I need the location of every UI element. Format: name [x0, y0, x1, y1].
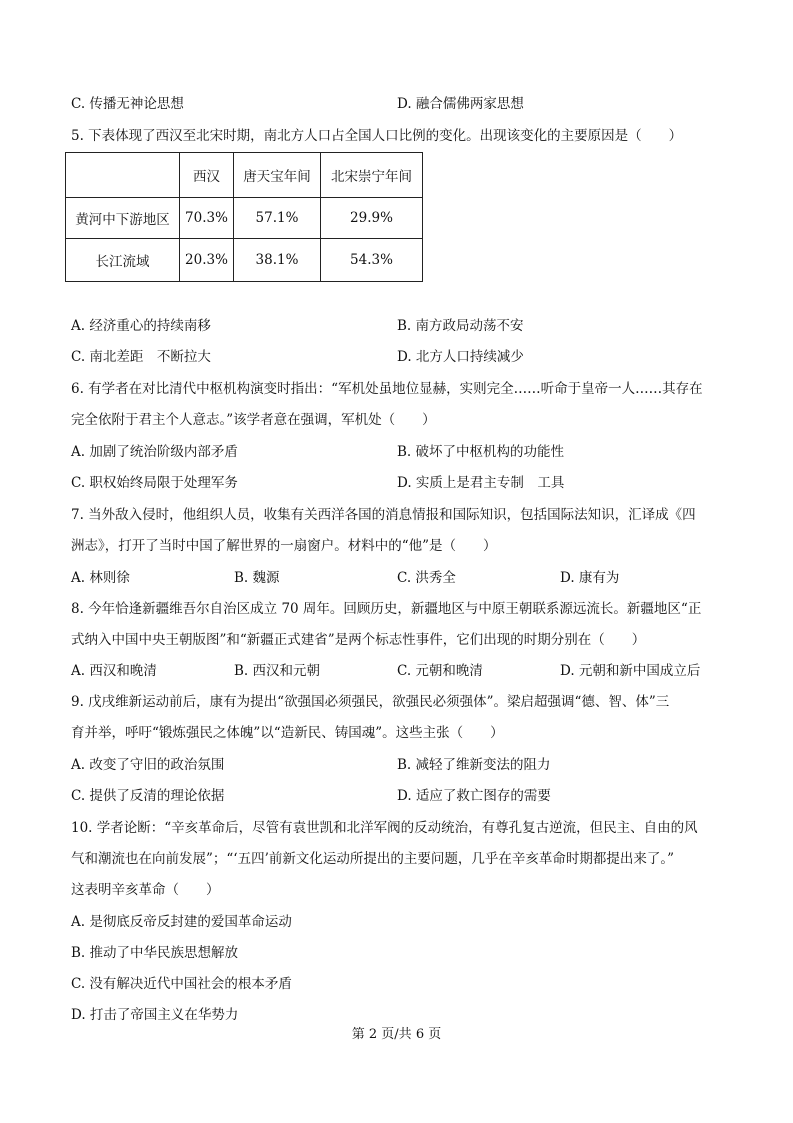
table-cell: 20.3% [180, 239, 234, 282]
q8-stem-line2: 式纳入中国中央王朝版图”和“新疆正式建省”是两个标志性事件，它们出现的时期分别在（ ） [71, 632, 646, 648]
table-header-cell: 北宋崇宁年间 [321, 153, 423, 198]
population-table [65, 152, 423, 282]
q9-stem-line1: 9. 戊戌维新运动前后，康有为提出“欲强国必须强民，欲强民必须强体”。梁启超强调“德、智、体”三 [71, 694, 670, 710]
q7-stem-line2: 洲志》，打开了当时中国了解世界的一扇窗户。材料中的“他”是（ ） [71, 538, 497, 554]
table-header-cell [66, 153, 180, 198]
q7-stem-line1: 7. 当外敌入侵时，他组织人员，收集有关西洋各国的消息情报和国际知识，包括国际法知识，汇译成《四 [71, 507, 696, 523]
table-cell: 黄河中下游地区 [66, 198, 180, 239]
table-header-cell: 西汉 [180, 153, 234, 198]
q6-stem-line2: 完全依附于君主个人意志。”该学者意在强调，军机处（ ） [71, 412, 436, 428]
q5-stem: 5. 下表体现了西汉至北宋时期，南北方人口占全国人口比例的变化。出现该变化的主要原因是（ ） [71, 128, 683, 144]
q10-option-b: B. 推动了中华民族思想解放 [71, 945, 239, 961]
q10-stem-line3: 这表明辛亥革命（ ） [71, 882, 220, 898]
q5-option-a: A. 经济重心的持续南移 [71, 318, 211, 334]
q4-option-c: C. 传播无神论思想 [71, 96, 184, 112]
table-cell: 38.1% [234, 239, 321, 282]
q10-stem-line1: 10. 学者论断：“辛亥革命后，尽管有袁世凯和北洋军阀的反动统治，有尊孔复古逆流，但民主、自由的风 [71, 820, 698, 836]
table-row [66, 198, 423, 239]
q8-option-c: C. 元朝和晚清 [397, 663, 483, 679]
q8-option-a: A. 西汉和晚清 [71, 663, 157, 679]
q6-option-b: B. 破坏了中枢机构的功能性 [397, 444, 565, 460]
q7-option-c: C. 洪秀全 [397, 570, 456, 586]
table-cell: 57.1% [234, 198, 321, 239]
q6-stem-line1: 6. 有学者在对比清代中枢机构演变时指出：“军机处虽地位显赫，实则完全……听命于皇帝一人……其存在 [71, 381, 703, 397]
table-row [66, 239, 423, 282]
q7-option-b: B. 魏源 [234, 570, 280, 586]
q6-option-d: D. 实质上是君主专制 工具 [397, 475, 565, 491]
table-cell: 54.3% [321, 239, 423, 282]
q10-option-a: A. 是彻底反帝反封建的爱国革命运动 [71, 914, 292, 930]
q6-option-a: A. 加剧了统治阶级内部矛盾 [71, 444, 238, 460]
table-header-cell: 唐天宝年间 [234, 153, 321, 198]
q9-option-c: C. 提供了反清的理论依据 [71, 788, 225, 804]
q7-option-a: A. 林则徐 [71, 570, 130, 586]
q9-option-b: B. 减轻了维新变法的阻力 [397, 757, 551, 773]
q9-option-a: A. 改变了守旧的政治氛围 [71, 757, 225, 773]
table-cell: 长江流域 [66, 239, 180, 282]
q5-option-d: D. 北方人口持续减少 [397, 349, 524, 365]
q7-option-d: D. 康有为 [560, 570, 620, 586]
q10-option-c: C. 没有解决近代中国社会的根本矛盾 [71, 976, 292, 992]
q8-option-b: B. 西汉和元朝 [234, 663, 321, 679]
q8-stem-line1: 8. 今年恰逢新疆维吾尔自治区成立 70 周年。回顾历史，新疆地区与中原王朝联系源远流长。新疆地区“正 [71, 601, 702, 617]
q10-option-d: D. 打击了帝国主义在华势力 [71, 1007, 239, 1023]
table-cell: 29.9% [321, 198, 423, 239]
q5-option-c: C. 南北差距 不断拉大 [71, 349, 211, 365]
q9-stem-line2: 育并举，呼吁“锻炼强民之体魄”以“造新民、铸国魂”。这些主张（ ） [71, 725, 504, 741]
q9-option-d: D. 适应了救亡图存的需要 [397, 788, 551, 804]
page-footer: 第 2 页/共 6 页 [351, 1027, 442, 1042]
q6-option-c: C. 职权始终局限于处理军务 [71, 475, 238, 491]
q10-stem-line2: 气和潮流也在向前发展”；“‘五四’前新文化运动所提出的主要问题，几乎在辛亥革命时期都提出来了。” [71, 851, 675, 867]
table-cell: 70.3% [180, 198, 234, 239]
q8-option-d: D. 元朝和新中国成立后 [560, 663, 701, 679]
q5-option-b: B. 南方政局动荡不安 [397, 318, 524, 334]
table-header-row [66, 153, 423, 198]
q4-option-d: D. 融合儒佛两家思想 [397, 96, 524, 112]
